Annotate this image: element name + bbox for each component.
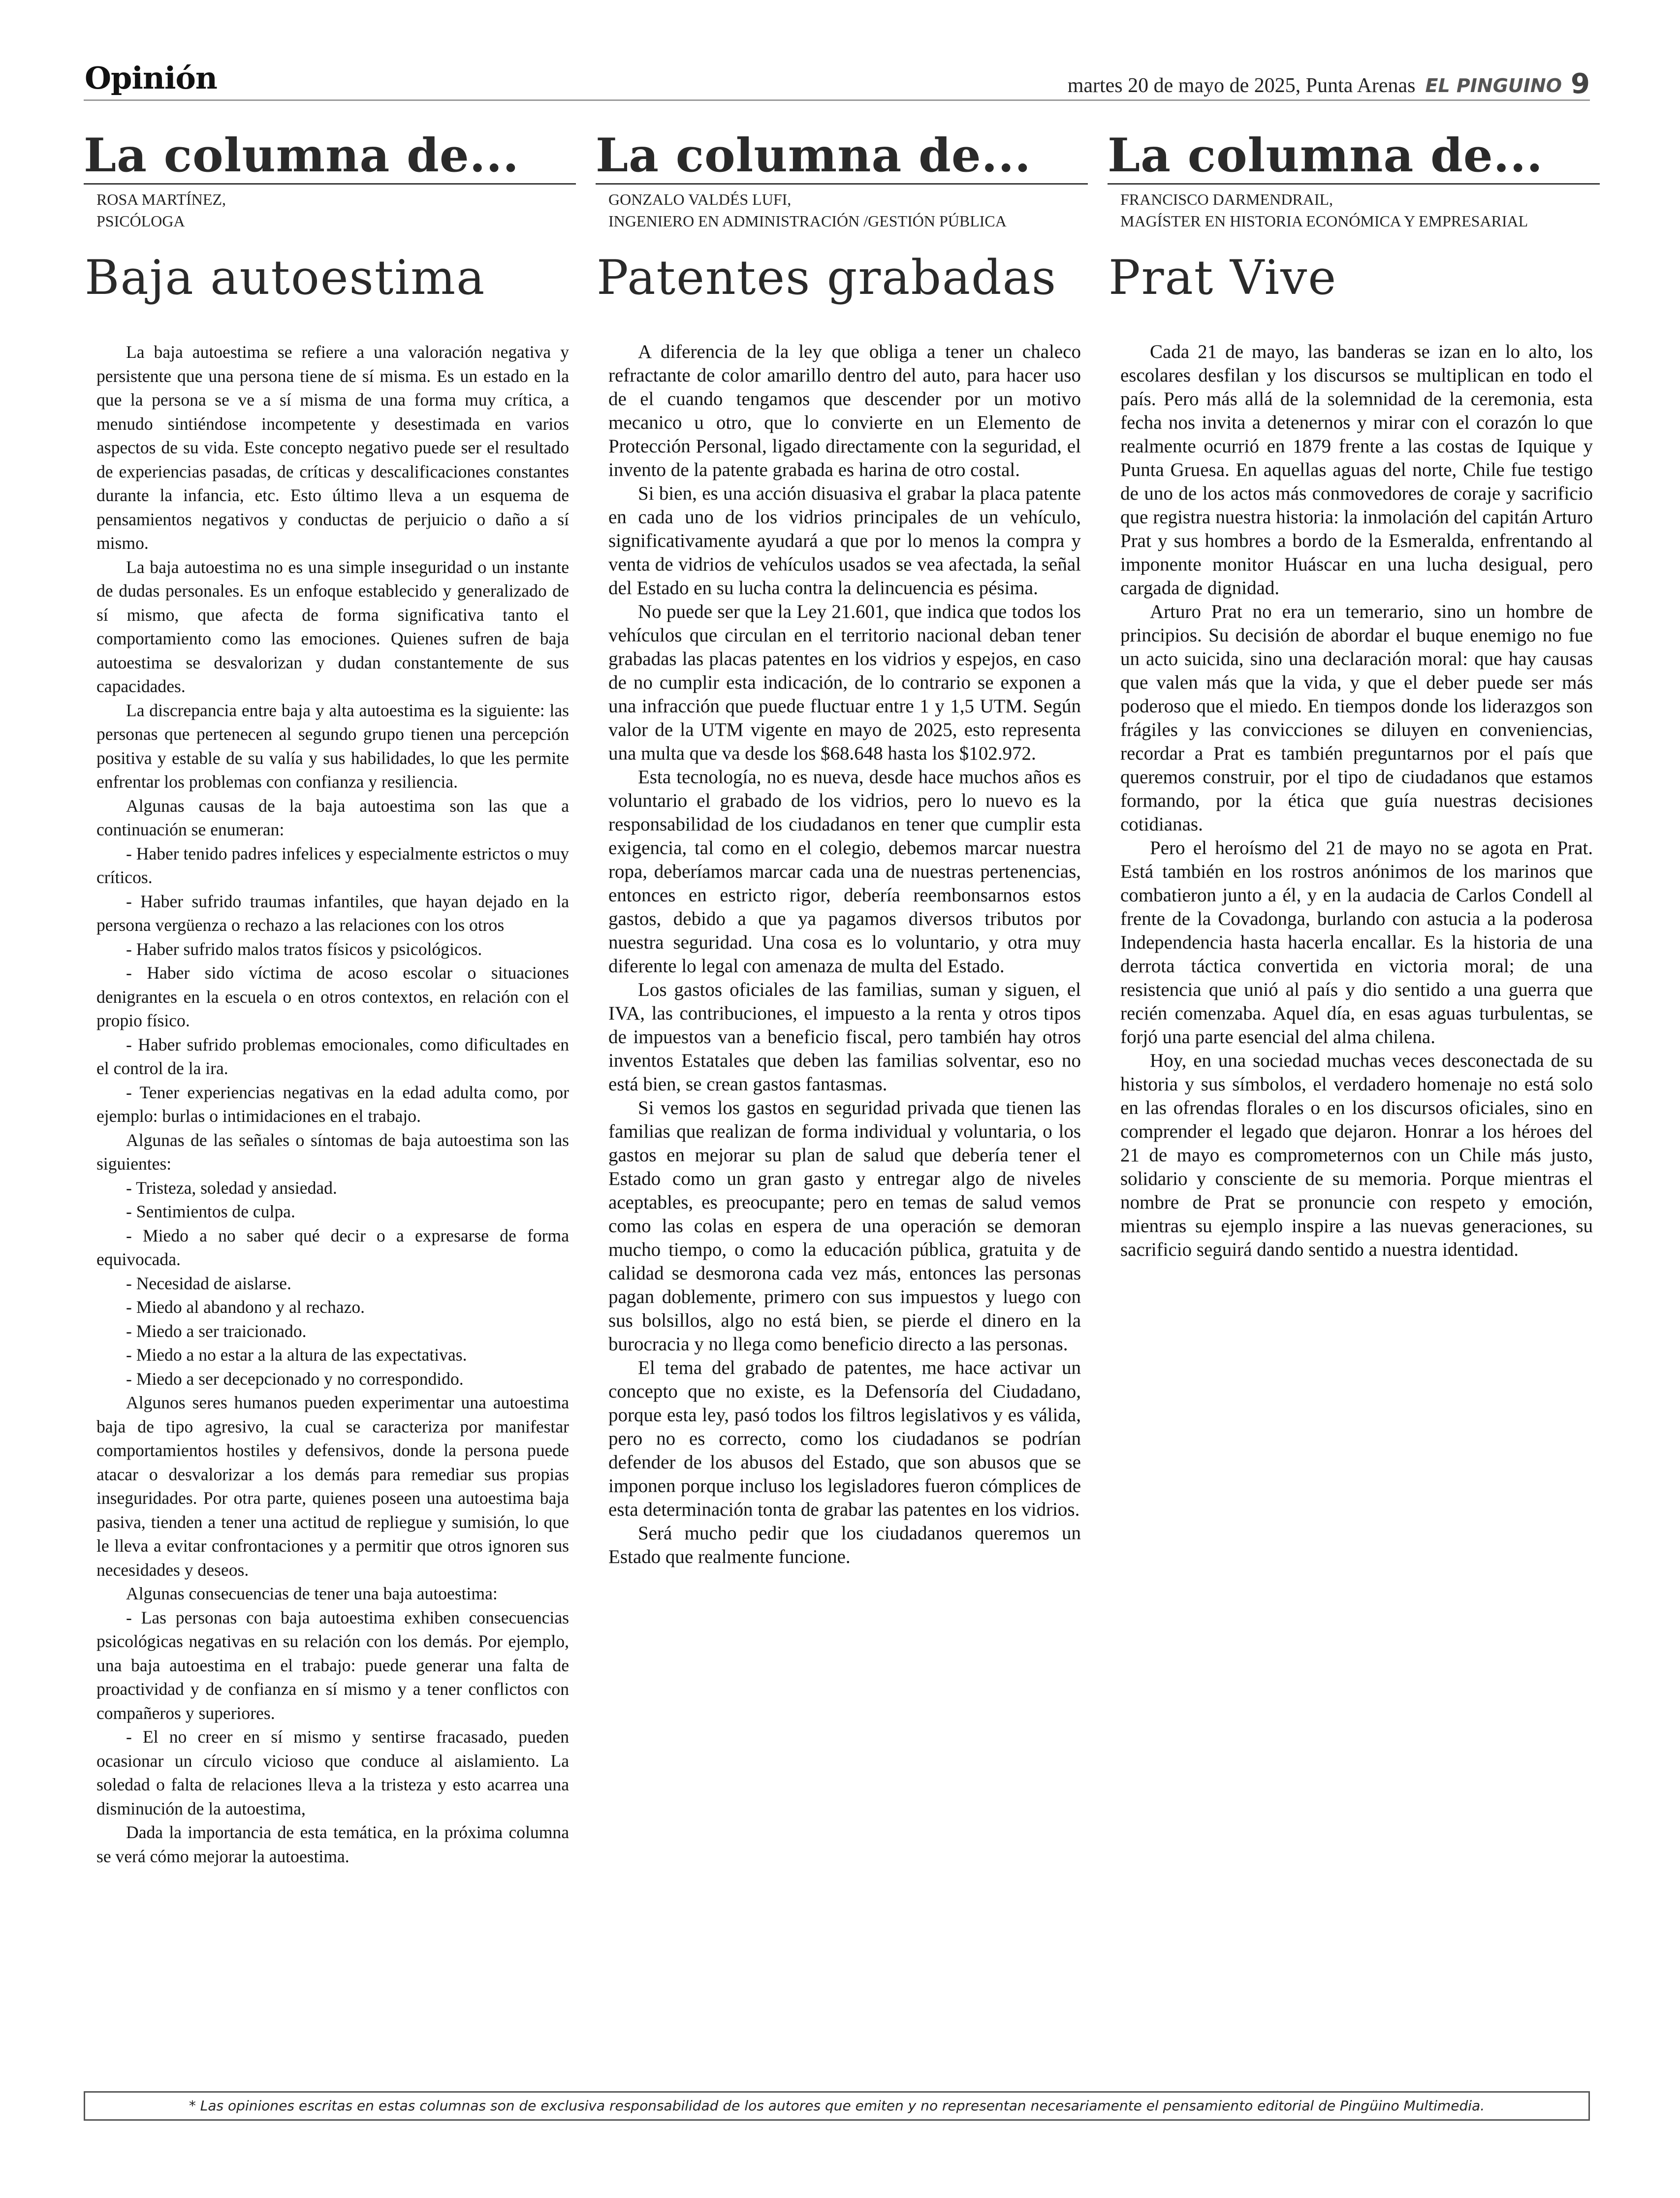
column-author [84, 189, 576, 232]
paragraph: - Haber tenido padres infelices y especialmente estrictos o muy críticos. [96, 843, 569, 887]
paragraph: - Miedo a no saber qué decir o a expresarse de forma equivocada. [96, 1225, 569, 1269]
paragraph: - Miedo al abandono y al rechazo. [126, 1297, 365, 1317]
paragraph: - Miedo a ser decepcionado y no correspondido. [126, 1369, 464, 1389]
paragraph: Pero el heroísmo del 21 de mayo no se agota en Prat. Está también en los rostros anónimos de los marinos que combatieron junto a él, y en la audacia de Carlos Condell al frente de la Covadonga, burlando con astucia a la poderosa Independencia hasta hacerla encallar. Es la historia de una derrota táctica convertida en victoria moral; de una resistencia que unió al país y dio sentido a una guerra que recién comenzaba. Aquel día, en esas aguas turbulentas, se forjó una parte esencial del alma chilena. [1120, 837, 1593, 1048]
disclaimer-footer: * Las opiniones escritas en estas columnas son de exclusiva responsabilidad de los autores que emiten y no representan necesariamente el pensamiento editorial de Pingüino Multimedia. [84, 2091, 1590, 2121]
paragraph: - Miedo a ser traicionado. [126, 1321, 307, 1341]
paragraph: - Las personas con baja autoestima exhiben consecuencias psicológicas negativas en su relación con los demás. Por ejemplo, una baja autoestima en el trabajo: puede generar una falta de proactividad y de confianza en sí mismo y a tener conflictos con compañeros y superiores. [96, 1607, 569, 1723]
paragraph: Si bien, es una acción disuasiva el grabar la placa patente en cada uno de los vidrios principales de un vehículo, significativamente ayudará a que por lo menos la compra y venta de vidrios de vehículos usados se vea afectada, la señal del Estado en su lucha contra la delincuencia es pésima. [608, 483, 1081, 599]
section-name: Opinión [85, 60, 217, 96]
paragraph: No puede ser que la Ley 21.601, que indica que todos los vehículos que circulan en el territorio nacional deban tener grabadas las placas patentes en los vidrios y espejos, en caso de no cumplir esta indicación, de lo contrario se exponen a una infracción que puede fluctuar entre 1 y 1,5 UTM. Según valor de la UTM vigente en mayo de 2025, esto representa una multa que va desde los $68.648 hasta los $102.972. [608, 601, 1081, 764]
paragraph: - Haber sufrido problemas emocionales, como dificultades en el control de la ira. [96, 1034, 569, 1078]
publication-date: martes 20 de mayo de 2025, Punta Arenas [1067, 74, 1416, 97]
column-body [84, 340, 576, 1868]
paragraph: Dada la importancia de esta temática, en la próxima columna se verá cómo mejorar la autoestima. [96, 1822, 569, 1866]
page-number: 9 [1571, 68, 1590, 100]
column-francisco-darmendrail [1108, 128, 1600, 1262]
paragraph: - Haber sufrido malos tratos físicos y psicológicos. [126, 939, 482, 959]
author-role: PSICÓLOGA [96, 212, 185, 230]
paragraph: - Miedo a no estar a la altura de las expectativas. [126, 1345, 467, 1365]
paragraph: Será mucho pedir que los ciudadanos queremos un Estado que realmente funcione. [608, 1523, 1081, 1567]
author-role: MAGÍSTER EN HISTORIA ECONÓMICA Y EMPRESARIAL [1120, 212, 1528, 230]
column-title: Patentes grabadas [597, 250, 1057, 305]
paragraph: Cada 21 de mayo, las banderas se izan en lo alto, los escolares desfilan y los discursos se multiplican en todo el país. Pero más allá de la solemnidad de la ceremonia, esta fecha nos invita a detenernos y mirar con el corazón lo que realmente ocurrió en 1879 frente a las costas de Iquique y Punta Gruesa. En aquellas aguas del norte, Chile fue testigo de uno de los actos más conmovedores de coraje y sacrificio que registra nuestra historia: la inmolación del capitán Arturo Prat y sus hombres a bordo de la Esmeralda, enfrentando al imponente monitor Huáscar en una lucha desigual, pero cargada de dignidad. [1120, 341, 1593, 599]
paragraph: Algunas causas de la baja autoestima son las que a continuación se enumeran: [96, 796, 569, 839]
column-author [1108, 189, 1600, 232]
paragraph: - Tristeza, soledad y ansiedad. [126, 1178, 337, 1198]
paragraph: - Haber sido víctima de acoso escolar o situaciones denigrantes en la escuela o en otros contextos, en relación con el propio físico. [96, 963, 569, 1030]
paragraph: Si vemos los gastos en seguridad privada que tienen las familias que realizan de forma individual y voluntaria, o los gastos en mejorar su plan de salud que debería tener el Estado como un gran gasto y entregar algo de niveles aceptables, es preocupante; pero en temas de salud vemos como las colas en espera de una operación se demoran mucho tiempo, o como la educación pública, gratuita y de calidad se desmorona cada vez más, entonces las personas pagan doblemente, primero con sus impuestos y luego con sus bolsillos, algo no está bien, se pierde el dinero en la burocracia y no llega como beneficio directo a las personas. [608, 1097, 1081, 1355]
paragraph: Arturo Prat no era un temerario, sino un hombre de principios. Su decisión de abordar el buque enemigo no fue un acto suicida, sino una declaración moral: que hay causas que valen más que la vida, y que el deber puede ser más poderoso que el miedo. En tiempos donde los liderazgos son frágiles y las convicciones se diluyen en conveniencias, recordar a Prat es también preguntarnos por el país que queremos construir, por el tipo de ciudadanos que estamos formando, por la ética que guía nuestras decisiones cotidianas. [1120, 601, 1593, 835]
author-name: GONZALO VALDÉS LUFI, [608, 191, 792, 208]
column-title: Baja autoestima [85, 250, 486, 305]
newspaper-logo: EL PINGUINO [1425, 75, 1562, 96]
paragraph: - Haber sufrido traumas infantiles, que hayan dejado en la persona vergüenza o rechazo a las relaciones con los otros [96, 891, 569, 935]
paragraph: Algunos seres humanos pueden experimentar una autoestima baja de tipo agresivo, la cual se caracteriza por manifestar comportamientos hostiles y defensivos, donde la persona puede atacar o desvalorizar a los demás para remediar sus propias inseguridades. Por otra parte, quienes poseen una autoestima baja pasiva, tienden a tener una actitud de repliegue y sumisión, lo que le lleva a evitar confrontaciones y a permitir que otros ignoren sus necesidades y deseos. [96, 1393, 569, 1580]
paragraph: - Tener experiencias negativas en la edad adulta como, por ejemplo: burlas o intimidaciones en el trabajo. [96, 1082, 569, 1126]
author-name: ROSA MARTÍNEZ, [96, 191, 226, 208]
paragraph: Algunas de las señales o síntomas de baja autoestima son las siguientes: [96, 1130, 569, 1174]
column-kicker: La columna de... [84, 128, 576, 185]
column-body [596, 340, 1088, 1569]
author-name: FRANCISCO DARMENDRAIL, [1120, 191, 1333, 208]
paragraph: El tema del grabado de patentes, me hace activar un concepto que no existe, es la Defensoría del Ciudadano, porque esta ley, pasó todos los filtros legislativos y es válida, pero no es correcto, como los ciudadanos se podrían defender de los abusos del Estado, que son abusos que se imponen porque incluso los legisladores fueron cómplices de esta determinación tonta de grabar las patentes en los vidrios. [608, 1357, 1081, 1520]
paragraph: La discrepancia entre baja y alta autoestima es la siguiente: las personas que pertenecen al segundo grupo tienen una percepción positiva y estable de su valía y sus habilidades, lo que les permite enfrentar los problemas con confianza y resiliencia. [96, 700, 569, 792]
column-gonzalo-valdes [596, 128, 1088, 1569]
paragraph: Los gastos oficiales de las familias, suman y siguen, el IVA, las contribuciones, el impuesto a la renta y otros tipos de impuestos van a beneficio fiscal, pero también hay otros inventos Estatales que deben las familias solventar, eso no está bien, se crean gastos fantasmas. [608, 979, 1081, 1095]
column-author [596, 189, 1088, 232]
column-kicker: La columna de... [596, 128, 1088, 185]
paragraph: La baja autoestima no es una simple inseguridad o un instante de dudas personales. Es un enfoque establecido y generalizado de sí mismo, que afecta de forma significativa tanto el comportamiento como las emociones. Quienes sufren de baja autoestima se desvalorizan y dudan constantemente de sus capacidades. [96, 557, 569, 696]
column-rosa-martinez [84, 128, 576, 1868]
column-kicker: La columna de... [1108, 128, 1600, 185]
column-body [1108, 340, 1600, 1262]
paragraph: - El no creer en sí mismo y sentirse fracasado, pueden ocasionar un círculo vicioso que conduce al aislamiento. La soledad o falta de relaciones lleva a la tristeza y esto acarrea una disminución de la autoestima, [96, 1727, 569, 1818]
author-role: INGENIERO EN ADMINISTRACIÓN /GESTIÓN PÚBLICA [608, 212, 1007, 230]
paragraph: Algunas consecuencias de tener una baja autoestima: [126, 1584, 498, 1603]
paragraph: Esta tecnología, no es nueva, desde hace muchos años es voluntario el grabado de los vidrios, pero lo nuevo es la responsabilidad de los ciudadanos en tener que cumplir esta exigencia, tal como en el colegio, debemos marcar nuestra ropa, deberíamos marcar cada una de nuestras pertenencias, entonces en estricto rigor, debería reembonsarnos estos gastos, debido a que ya pagamos diversos tributos por nuestra seguridad. Una cosa es lo voluntario, y otra muy diferente lo legal con amenaza de multa del Estado. [608, 766, 1081, 977]
header-meta [1068, 67, 1590, 99]
column-title: Prat Vive [1109, 250, 1337, 305]
paragraph: - Necesidad de aislarse. [126, 1273, 291, 1293]
paragraph: Hoy, en una sociedad muchas veces desconectada de su historia y sus símbolos, el verdadero homenaje no está solo en las ofrendas florales o en los discursos oficiales, sino en comprender el legado que dejaron. Honrar a los héroes del 21 de mayo es comprometernos con un Chile más justo, solidario y consciente de su memoria. Porque mientras el nombre de Prat se pronuncie con respeto y emoción, mientras su ejemplo inspire a las nuevas generaciones, su sacrificio seguirá dando sentido a nuestra identidad. [1120, 1050, 1593, 1260]
paragraph: A diferencia de la ley que obliga a tener un chaleco refractante de color amarillo dentro del auto, para hacer uso de el cuando tengamos que descender por un motivo mecanico u otro, que lo convierte en un Elemento de Protección Personal, ligado directamente con la seguridad, el invento de la patente grabada es harina de otro costal. [608, 341, 1081, 480]
page-header [84, 60, 1590, 101]
paragraph: La baja autoestima se refiere a una valoración negativa y persistente que una persona tiene de sí misma. Es un estado en la que la persona se ve a sí misma de una forma muy crítica, a menudo sintiéndose incompetente y desestimada en varios aspectos de su vida. Este concepto negativo puede ser el resultado de experiencias pasadas, de críticas y descalificaciones constantes durante la infancia, etc. Esto último lleva a un esquema de pensamientos negativos y conductas de perjuicio o daño a sí mismo. [96, 342, 569, 553]
paragraph: - Sentimientos de culpa. [126, 1202, 295, 1221]
